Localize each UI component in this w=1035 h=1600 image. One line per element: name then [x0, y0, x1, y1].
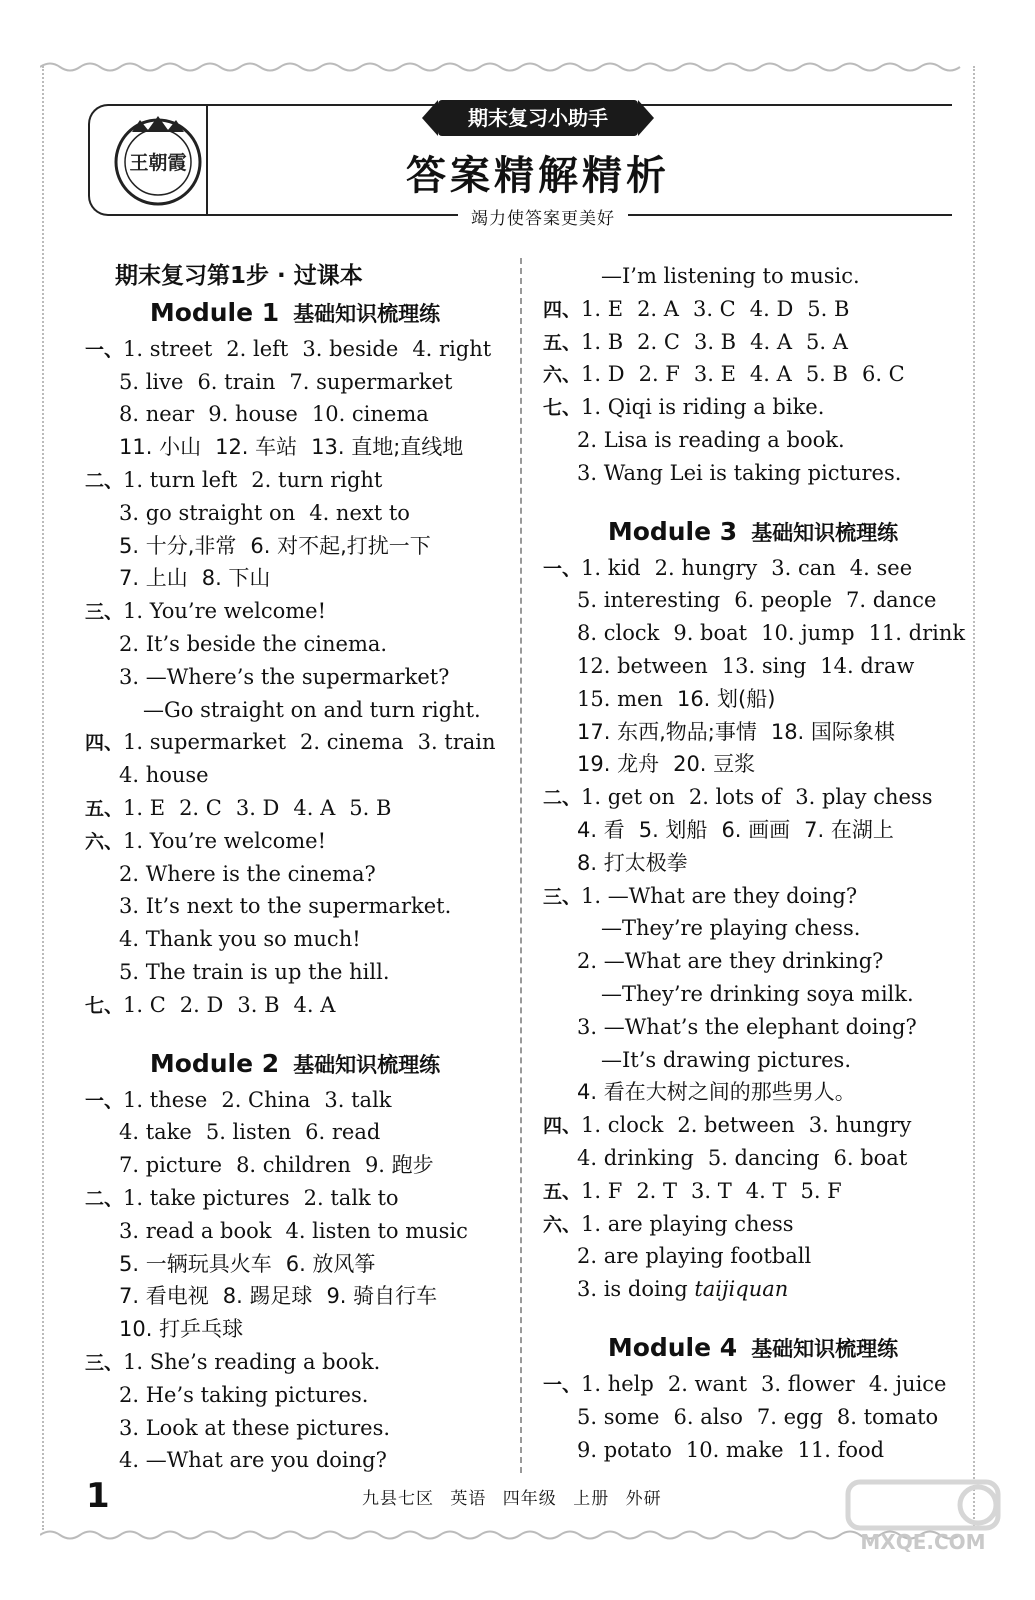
list-item — [85, 464, 505, 497]
answer: 4. 看 — [577, 817, 625, 842]
section-mark: 六、 — [85, 830, 124, 853]
list-item — [85, 989, 505, 1022]
answer: 12. 车站 — [215, 435, 298, 460]
answer: 5. 划船 — [638, 817, 708, 842]
answer: 4. A — [293, 795, 336, 820]
answer: 2. hungry — [654, 555, 758, 580]
list-item — [543, 847, 963, 880]
answer: 7. dance — [846, 588, 937, 613]
answer: 14. draw — [820, 653, 915, 678]
module-1-subtitle: 基础知识梳理练 — [293, 301, 441, 326]
list-item — [85, 694, 505, 727]
answer: 3. go straight on — [119, 500, 296, 525]
answer: 9. boat — [673, 621, 748, 646]
section-mark: 六、 — [543, 1213, 582, 1236]
answer: 10. jump — [761, 621, 855, 646]
list-item — [85, 825, 505, 858]
list-item — [543, 1109, 963, 1142]
list-item — [543, 552, 963, 585]
list-item — [85, 1346, 505, 1379]
answer: 2. turn right — [251, 467, 383, 492]
answer: 18. 国际象棋 — [770, 719, 895, 744]
header-badge: 期末复习小助手 — [438, 100, 638, 136]
answer: 5. B — [349, 795, 392, 820]
answer: —It’s drawing pictures. — [601, 1047, 852, 1072]
list-item — [85, 398, 505, 431]
answer: 5. 十分,非常 — [119, 533, 237, 558]
left-column — [85, 260, 505, 1477]
answer: 3. B — [693, 329, 737, 354]
answer: 20. 豆浆 — [673, 752, 756, 777]
list-item — [85, 562, 505, 595]
answer: 4. next to — [309, 500, 410, 525]
answer: 10. make — [685, 1437, 784, 1462]
answer: 1. C — [123, 992, 166, 1017]
answer: 4. Thank you so much! — [119, 927, 361, 952]
section-mark: 五、 — [85, 797, 124, 820]
answer: 4. A — [293, 992, 336, 1017]
list-item — [85, 1182, 505, 1215]
answer: 3. —Where’s the supermarket? — [119, 664, 450, 689]
answer: 2. left — [226, 336, 289, 361]
answer: 3. train — [417, 730, 496, 755]
section-mark: 三、 — [543, 885, 582, 908]
list-item — [543, 424, 963, 457]
answer: 9. 跑步 — [364, 1153, 434, 1178]
answer: 4. drinking — [577, 1145, 694, 1170]
answer: 7. 看电视 — [119, 1284, 209, 1309]
right-column — [543, 260, 966, 1466]
answer: 2. C — [637, 329, 680, 354]
bottom-wavy-border — [40, 1528, 975, 1542]
answer: —Go straight on and turn right. — [143, 697, 481, 722]
answer-italic: taijiquan — [694, 1277, 789, 1302]
list-item — [543, 716, 963, 749]
section-mark: 四、 — [543, 1115, 582, 1138]
answer: 11. food — [797, 1437, 885, 1462]
answer: 10. 打乒乓球 — [119, 1317, 244, 1342]
section-mark: 四、 — [85, 732, 124, 755]
page-title: 答案精解精析 — [406, 153, 670, 199]
answer: 1. You’re welcome! — [123, 599, 327, 624]
answer: 1. supermarket — [123, 730, 287, 755]
answer: 3. read a book — [119, 1218, 272, 1243]
list-item — [543, 457, 963, 490]
list-item — [543, 617, 966, 650]
module-1-title — [85, 293, 505, 333]
section-mark: 二、 — [85, 1187, 124, 1210]
answer: 4. A — [750, 329, 792, 354]
list-item — [85, 858, 505, 891]
answer: 4. see — [849, 555, 913, 580]
answer: 1. get on — [581, 785, 675, 810]
answer: 3. C — [692, 296, 736, 321]
column-divider — [520, 258, 522, 1473]
answer: 1. these — [123, 1087, 208, 1112]
answer: 3. flower — [761, 1371, 855, 1396]
section-mark: 一、 — [543, 1373, 582, 1396]
watermark — [838, 1472, 1008, 1562]
answer: 1. —What are they doing? — [581, 883, 858, 908]
answer: 3. B — [237, 992, 280, 1017]
answer: 17. 东西,物品;事情 — [577, 719, 757, 744]
answer: 6. C — [861, 362, 905, 387]
answer: 12. between — [577, 653, 708, 678]
list-item — [85, 759, 505, 792]
module-2-label: Module 2 — [149, 1048, 280, 1078]
answer: 9. house — [208, 402, 298, 427]
answer: 6. read — [305, 1120, 381, 1145]
list-item — [543, 1076, 963, 1109]
answer: 8. near — [119, 402, 195, 427]
list-item — [543, 1044, 963, 1077]
list-item — [85, 530, 505, 563]
answer: 5. A — [806, 329, 848, 354]
list-item — [85, 366, 505, 399]
answer: 7. picture — [119, 1153, 223, 1178]
badge-wing-right — [638, 100, 654, 136]
list-item — [543, 391, 963, 424]
answer: 8. 下山 — [201, 566, 271, 591]
module-1-label: Module 1 — [149, 297, 280, 327]
logo-divider — [206, 106, 208, 214]
list-item — [85, 1280, 505, 1313]
answer: 2. China — [221, 1087, 311, 1112]
list-item — [85, 595, 505, 628]
module-4-label: Module 4 — [607, 1332, 738, 1362]
answer: 7. 在湖上 — [804, 817, 894, 842]
answer: 4. D — [749, 296, 794, 321]
answer: 9. 骑自行车 — [326, 1284, 438, 1309]
answer: 4. 看在大树之间的那些男人。 — [577, 1080, 856, 1105]
module-2-title — [85, 1044, 505, 1084]
answer: 5. dancing — [707, 1145, 820, 1170]
answer: 2. Lisa is reading a book. — [577, 427, 845, 452]
module-4-title — [543, 1328, 963, 1368]
answer: 8. 打太极拳 — [577, 850, 688, 875]
answer: 6. train — [197, 369, 276, 394]
list-item — [85, 628, 505, 661]
answer: 5. B — [805, 362, 848, 387]
list-item — [543, 1401, 963, 1434]
answer: 6. also — [673, 1404, 743, 1429]
answer: 1. D — [581, 362, 625, 387]
list-item — [543, 978, 963, 1011]
answer: 5. B — [807, 296, 850, 321]
answer: 2. A — [637, 296, 679, 321]
answer: 5. live — [119, 369, 184, 394]
answer: 4. house — [119, 763, 209, 788]
answer: 5. The train is up the hill. — [119, 959, 390, 984]
answer: 2. lots of — [688, 785, 782, 810]
list-item — [543, 814, 963, 847]
list-item — [543, 293, 963, 326]
answer: 1. kid — [581, 555, 641, 580]
answer: 2. are playing football — [577, 1244, 812, 1269]
answer: 2. Where is the cinema? — [119, 861, 376, 886]
answer: 4. take — [119, 1120, 192, 1145]
list-item — [85, 1379, 505, 1412]
section-mark: 三、 — [85, 601, 124, 624]
answer: 2. talk to — [303, 1185, 399, 1210]
section-mark: 七、 — [85, 994, 124, 1017]
list-item — [85, 1313, 505, 1346]
answer: 2. C — [179, 795, 222, 820]
answer: 3. —What’s the elephant doing? — [577, 1014, 917, 1039]
list-item — [543, 945, 963, 978]
section-mark: 五、 — [543, 1180, 582, 1203]
section-mark: 一、 — [543, 557, 582, 580]
list-item — [543, 326, 963, 359]
list-item — [543, 748, 963, 781]
answer: 1. You’re welcome! — [123, 828, 327, 853]
section-mark: 一、 — [85, 338, 124, 361]
answer: 4. T — [745, 1178, 787, 1203]
answer: 2. cinema — [300, 730, 404, 755]
answer: 9. potato — [577, 1437, 672, 1462]
list-item — [543, 1011, 963, 1044]
section-mark: 二、 — [543, 787, 582, 810]
answer: 3. can — [771, 555, 836, 580]
answer: 1. street — [123, 336, 213, 361]
answer: 2. D — [179, 992, 224, 1017]
answer: —I’m listening to music. — [601, 264, 860, 288]
list-item — [543, 1368, 963, 1401]
answer: 6. boat — [833, 1145, 908, 1170]
list-item — [543, 912, 963, 945]
logo-text: 王朝霞 — [129, 152, 187, 174]
left-dotted-border — [42, 66, 50, 1530]
answer: 1. She’s reading a book. — [123, 1349, 381, 1374]
answer: 1. E — [581, 296, 624, 321]
answer: 2. —What are they drinking? — [577, 949, 884, 974]
answer: 1. F — [581, 1178, 623, 1203]
list-item — [85, 956, 505, 989]
answer: —They’re playing chess. — [601, 916, 861, 941]
answer: 7. egg — [756, 1404, 823, 1429]
list-item — [85, 1412, 505, 1445]
watermark-text: MXQE.COM — [860, 1530, 986, 1554]
badge-wing-left — [422, 100, 438, 136]
answer: 3. T — [691, 1178, 732, 1203]
list-item — [85, 661, 505, 694]
answer: 5. listen — [205, 1120, 292, 1145]
list-item — [85, 792, 505, 825]
answer: 3. E — [693, 362, 736, 387]
list-item — [543, 880, 963, 913]
list-item — [85, 1084, 505, 1117]
answer: 6. 画画 — [721, 817, 791, 842]
answer: 1. clock — [581, 1113, 664, 1138]
section-mark: 六、 — [543, 364, 582, 387]
answer: 8. clock — [577, 621, 660, 646]
answer: 15. men — [577, 686, 663, 711]
answer: 3. hungry — [808, 1113, 912, 1138]
list-item — [543, 650, 963, 683]
answer: 4. A — [749, 362, 792, 387]
section-mark: 一、 — [85, 1089, 124, 1112]
list-item — [543, 1273, 963, 1306]
answer: 19. 龙舟 — [577, 752, 660, 777]
footer-info: 九县七区 英语 四年级 上册 外研 — [362, 1489, 662, 1509]
answer: 4. —What are you doing? — [119, 1448, 387, 1473]
answer: 1. help — [581, 1371, 654, 1396]
list-item — [85, 726, 505, 759]
top-wavy-border — [40, 60, 975, 74]
section-mark: 五、 — [543, 331, 582, 354]
page-number: 1 — [86, 1476, 110, 1516]
answer: 3. play chess — [795, 785, 933, 810]
answer: 13. 直地;直线地 — [311, 435, 464, 460]
list-item — [543, 1142, 963, 1175]
answer: 1. take pictures — [123, 1185, 290, 1210]
answer: 4. juice — [868, 1371, 947, 1396]
answer: 6. 放风筝 — [285, 1251, 376, 1276]
answer: 10. cinema — [311, 402, 429, 427]
module-3-label: Module 3 — [607, 516, 738, 546]
module-2-subtitle: 基础知识梳理练 — [293, 1052, 441, 1077]
module-3-title — [543, 512, 963, 552]
list-item — [543, 1208, 963, 1241]
answer: 2. It’s beside the cinema. — [119, 631, 388, 656]
answer: 2. F — [638, 362, 680, 387]
answer: 1. turn left — [123, 467, 238, 492]
list-item — [543, 260, 963, 293]
answer: 6. 对不起,打扰一下 — [250, 533, 431, 558]
list-item — [85, 1116, 505, 1149]
answer: 7. 上山 — [119, 566, 188, 591]
answer: 3. Look at these pictures. — [119, 1415, 391, 1440]
list-item — [543, 584, 963, 617]
answer: 2. He’s taking pictures. — [119, 1382, 369, 1407]
list-item — [85, 1248, 505, 1281]
module-4-subtitle: 基础知识梳理练 — [751, 1336, 899, 1361]
list-item — [543, 781, 963, 814]
answer: 6. people — [734, 588, 832, 613]
answer: 1. E — [123, 795, 166, 820]
list-item — [85, 1444, 505, 1477]
section-mark: 四、 — [543, 298, 582, 321]
list-item — [85, 923, 505, 956]
answer: 8. children — [236, 1153, 351, 1178]
page-header — [88, 100, 953, 229]
answer: 8. tomato — [836, 1404, 939, 1429]
list-item — [543, 1240, 963, 1273]
step-title: 期末复习第1步 · 过课本 — [115, 263, 363, 289]
section-mark: 七、 — [543, 397, 582, 420]
answer: 3. talk — [324, 1087, 392, 1112]
answer: 11. drink — [868, 621, 966, 646]
answer: —They’re drinking soya milk. — [601, 981, 914, 1006]
answer: 13. sing — [721, 653, 807, 678]
answer: 7. supermarket — [289, 369, 453, 394]
list-item — [85, 497, 505, 530]
answer: 3. It’s next to the supermarket. — [119, 894, 452, 919]
answer: 2. between — [677, 1113, 795, 1138]
answer: 4. listen to music — [285, 1218, 468, 1243]
brand-logo — [110, 112, 206, 208]
answer: 1. are playing chess — [581, 1211, 794, 1236]
watermark-logo — [838, 1472, 1008, 1532]
list-item — [543, 683, 963, 716]
answer: 2. T — [636, 1178, 678, 1203]
answer: 4. right — [412, 336, 492, 361]
answer: 5. interesting — [577, 588, 721, 613]
answer: 8. 踢足球 — [222, 1284, 313, 1309]
answer: 3. beside — [302, 336, 399, 361]
header-slogan: 竭力使答案更美好 — [458, 204, 628, 229]
list-item — [543, 358, 963, 391]
right-dotted-border — [967, 66, 975, 1530]
answer: 3. D — [235, 795, 280, 820]
section-mark: 三、 — [85, 1351, 124, 1374]
answer: 5. F — [800, 1178, 842, 1203]
list-item — [85, 1215, 505, 1248]
answer: 11. 小山 — [119, 435, 202, 460]
list-item — [85, 890, 505, 923]
answer: 16. 划(船) — [676, 686, 776, 711]
section-mark: 二、 — [85, 469, 124, 492]
answer: 3. Wang Lei is taking pictures. — [577, 460, 902, 485]
answer: 2. want — [667, 1371, 748, 1396]
list-item — [85, 1149, 505, 1182]
answer: 1. Qiqi is riding a bike. — [581, 395, 825, 420]
answer: 5. some — [577, 1404, 660, 1429]
list-item — [85, 333, 505, 366]
list-item — [543, 1434, 963, 1467]
module-3-subtitle: 基础知识梳理练 — [751, 520, 899, 545]
list-item — [543, 1175, 963, 1208]
list-item — [85, 431, 505, 464]
answer: 5. 一辆玩具火车 — [119, 1251, 272, 1276]
answer: 3. is doing — [577, 1277, 688, 1302]
answer: 1. B — [581, 329, 624, 354]
